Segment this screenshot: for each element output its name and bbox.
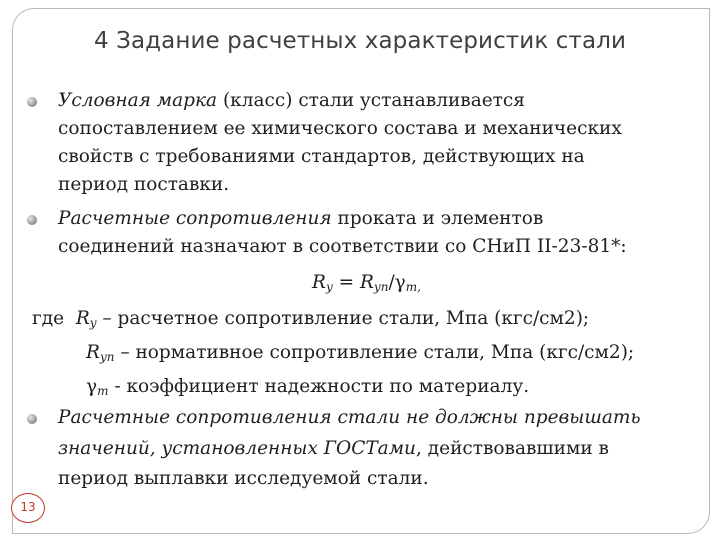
formula-ryn: R	[359, 272, 374, 293]
bullet-icon	[27, 215, 37, 225]
def2-text: – нормативное сопротивление стали, Мпа (кгс/см2);	[114, 342, 635, 363]
bullet2-italic: Расчетные сопротивления	[58, 208, 332, 229]
bullet3-line1-italic: Расчетные сопротивления стали не должны превышать	[58, 407, 641, 428]
formula	[312, 274, 421, 293]
page-number-badge: 13	[11, 493, 45, 523]
bullet2-line1	[58, 210, 543, 229]
bullet-icon	[27, 97, 37, 107]
bullet3-line1	[58, 409, 641, 428]
slide-title: 4 Задание расчетных характеристик стали	[93, 28, 627, 54]
bullet1-line2: сопоставлением ее химического состава и механических	[58, 118, 622, 139]
formula-gamma: γ	[394, 272, 406, 293]
where-line2	[86, 344, 634, 363]
def3-sub: m	[97, 384, 109, 398]
formula-ryn-sub: yn	[373, 280, 389, 294]
def3-text: - коэффициент надежности по материалу.	[108, 376, 530, 397]
bullet2-line2: соединений назначают в соответствии со СНиП II-23-81*:	[58, 236, 627, 257]
bullet1-line1	[58, 92, 525, 111]
formula-gamma-sub: m,	[405, 280, 421, 294]
where-prefix: где	[32, 308, 65, 329]
where-line3	[86, 378, 529, 397]
bullet3-line2-italic: значений, установленных ГОСТами	[58, 438, 416, 459]
def2-sub: yn	[99, 350, 115, 364]
bullet-icon	[27, 414, 37, 424]
bullet1-line4: период поставки.	[58, 174, 230, 195]
bullet3-line3: период выплавки исследуемой стали.	[58, 468, 429, 489]
bullet3-line2	[58, 440, 609, 459]
where-line1	[32, 310, 589, 329]
formula-eq: =	[332, 272, 360, 293]
formula-slash: /	[388, 272, 395, 293]
bullet1-line1-rest: (класс) стали устанавливается	[217, 90, 525, 111]
def3-symbol: γ	[86, 376, 98, 397]
bullet3-line2-rest: , действовавшими в	[415, 438, 609, 459]
bullet1-italic: Условная марка	[58, 90, 218, 111]
bullet1-line3: свойств с требованиями стандартов, действующих на	[58, 146, 585, 167]
def1-text: – расчетное сопротивление стали, Мпа (кгс/см2);	[96, 308, 590, 329]
def1-sub: y	[89, 316, 97, 330]
def1-symbol: R	[75, 308, 90, 329]
bullet2-line1-rest: проката и элементов	[331, 208, 544, 229]
def2-symbol: R	[86, 342, 100, 363]
formula-ry-sub: y	[325, 280, 333, 294]
formula-ry: R	[312, 272, 326, 293]
